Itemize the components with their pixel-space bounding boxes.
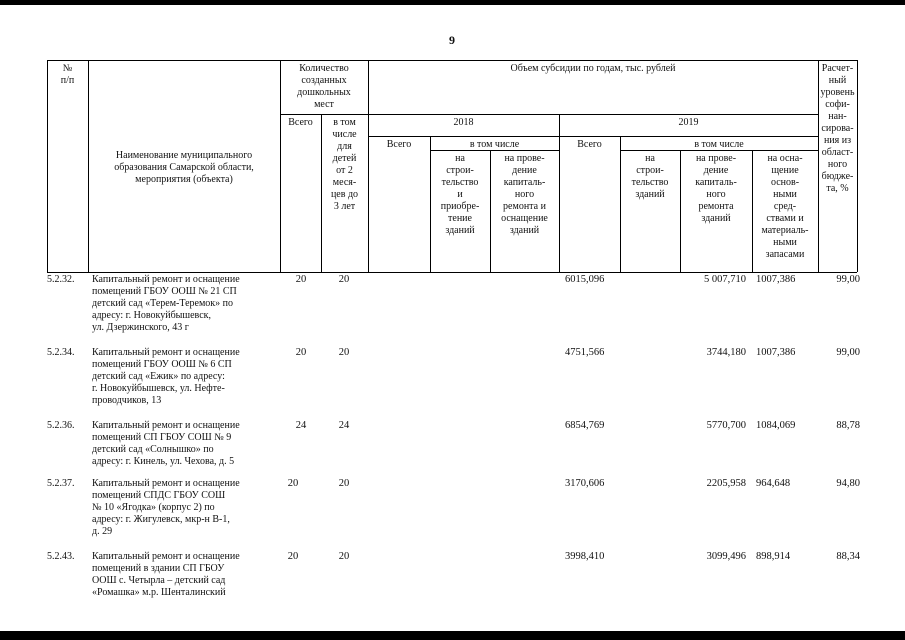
col-line-subsidy [368,60,369,272]
col-line-year-split [559,114,560,272]
header-places-incl: в том числе для детей от 2 меся- цев до 3 лет [330,117,359,212]
row-rate: 88,78 [836,420,860,431]
header-bottom-line [47,272,857,273]
row-name: Капитальный ремонт и оснащение помещений ГБОУ ООШ № 6 СП детский сад «Ежик» по адресу: г. Новокуйбышевск, ул. Нефте- проводчиков, 13 [92,347,240,406]
row-places-incl: 20 [338,478,350,489]
row-y2-repair: 3099,496 [706,551,746,562]
row-number: 5.2.34. [47,347,75,358]
header-year-2019: 2019 [678,117,699,128]
row-rate: 88,34 [836,551,860,562]
row-y2-total: 4751,566 [565,347,605,358]
header-y1-incl: в том числе [469,139,520,150]
year-sub-line [368,136,818,137]
header-y1-total: Всего [386,139,412,150]
row-places-incl: 20 [338,551,350,562]
header-name: Наименование муниципального образования Самарской области, мероприятия (объекта) [114,150,254,185]
row-name: Капитальный ремонт и оснащение помещений ГБОУ ООШ № 21 СП детский сад «Терем-Теремок» по адресу: г. Новокуйбышевск, ул. Дзержинского, 43 г [92,274,240,333]
row-number: 5.2.32. [47,274,75,285]
row-places-total: 20 [295,347,307,358]
header-y2-incl: в том числе [694,139,744,150]
row-places-incl: 20 [338,274,350,285]
row-places-total: 24 [295,420,307,431]
header-y2-repair: на прове- дение капиталь- ного ремонта зданий [695,153,737,224]
row-places-incl: 24 [338,420,350,431]
header-y2-total: Всего [577,139,602,150]
row-y2-repair: 2205,958 [706,478,746,489]
header-y1-build: на строи- тельство и приобре- тение зданий [440,153,480,236]
header-y2-build: на строи- тельство зданий [631,153,669,200]
row-y2-equip: 1007,386 [756,274,796,285]
row-name: Капитальный ремонт и оснащение помещений СПДС ГБОУ СОШ № 10 «Ягодка» (корпус 2) по адресу: г. Жигулевск, мкр-н В-1, д. 29 [92,478,240,537]
page-number: 9 [449,33,455,47]
row-places-total: 20 [295,274,307,285]
row-y2-repair: 5 007,710 [704,274,746,285]
row-y2-repair: 5770,700 [706,420,746,431]
row-y2-total: 6854,769 [565,420,605,431]
years-line [368,114,818,115]
row-number: 5.2.43. [47,551,75,562]
row-y2-equip: 1007,386 [756,347,796,358]
row-number: 5.2.37. [47,478,75,489]
top-border [0,0,905,5]
row-y2-equip: 964,648 [756,478,791,489]
row-number: 5.2.36. [47,420,75,431]
row-rate: 99,00 [836,347,860,358]
row-name: Капитальный ремонт и оснащение помещений СП ГБОУ СОШ № 9 детский сад «Солнышко» по адресу: г. Кинель, ул. Чехова, д. 5 [92,420,240,467]
row-y2-equip: 1084,069 [756,420,796,431]
bottom-border [0,631,905,640]
row-rate: 94,80 [836,478,860,489]
table-top-line [47,60,857,61]
row-places-total: 20 [287,478,299,489]
header-y2-equip: на осна- щение основ- ными сред- ствами и материаль- ными запасами [761,153,809,260]
row-y2-equip: 898,914 [756,551,791,562]
header-places-total: Всего [288,117,313,128]
header-rate: Расчет- ный уровень софи- нан- сирова- ния из област- ного бюдже- та, % [820,63,855,194]
header-year-2018: 2018 [453,117,474,128]
header-num: № п/п [60,63,75,86]
places-sub-line [280,114,368,115]
header-places: Количество созданных дошкольных мест [297,63,351,110]
row-y2-total: 3170,606 [565,478,605,489]
col-line-left [47,60,48,272]
row-y2-repair: 3744,180 [706,347,746,358]
row-name: Капитальный ремонт и оснащение помещений в здании СП ГБОУ ООШ с. Четырла – детский сад «Ромашка» м.р. Шенталинский [92,551,240,598]
header-y1-repair: на прове- дение капиталь- ного ремонта и оснащение зданий [501,153,548,236]
row-places-incl: 20 [338,347,350,358]
row-y2-total: 3998,410 [565,551,605,562]
col-line-right [857,60,858,272]
row-y2-total: 6015,096 [565,274,605,285]
row-rate: 99,00 [836,274,860,285]
header-subsidy: Объем субсидии по годам, тыс. рублей [510,63,676,74]
row-places-total: 20 [287,551,299,562]
